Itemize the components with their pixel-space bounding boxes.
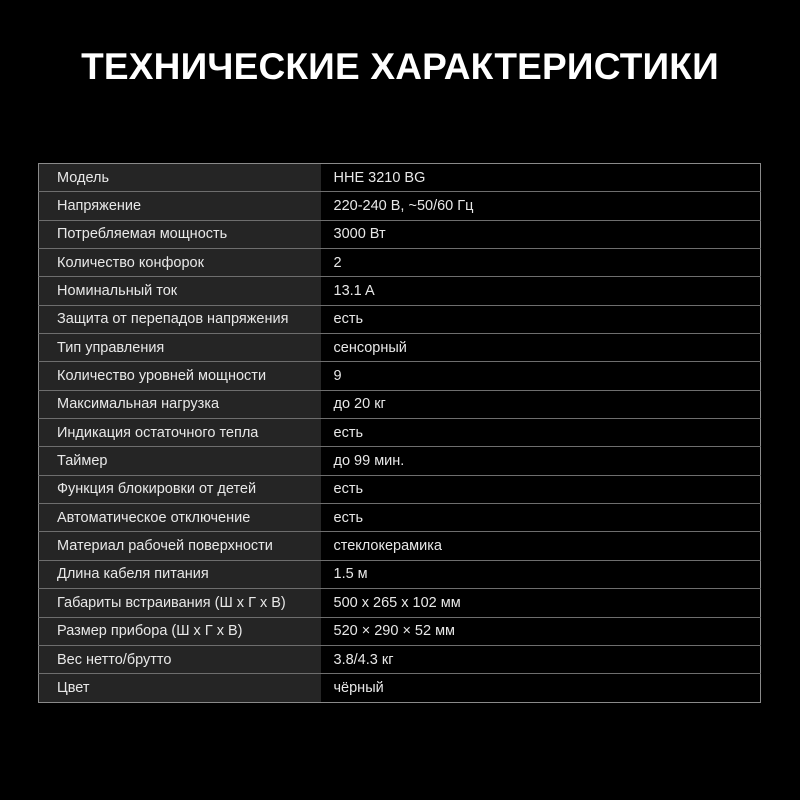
spec-value: 1.5 м [321, 560, 761, 588]
spec-value: 520 × 290 × 52 мм [321, 617, 761, 645]
spec-value: есть [321, 305, 761, 333]
spec-row [39, 645, 761, 673]
spec-value: 2 [321, 249, 761, 277]
spec-label: Автоматическое отключение [39, 504, 321, 532]
spec-value: стеклокерамика [321, 532, 761, 560]
spec-row [39, 334, 761, 362]
spec-label: Потребляемая мощность [39, 220, 321, 248]
spec-value: HHE 3210 BG [321, 164, 761, 192]
spec-value: есть [321, 475, 761, 503]
spec-value: 3000 Вт [321, 220, 761, 248]
spec-label: Материал рабочей поверхности [39, 532, 321, 560]
spec-label: Тип управления [39, 334, 321, 362]
spec-value: есть [321, 419, 761, 447]
spec-value: до 20 кг [321, 390, 761, 418]
spec-row [39, 560, 761, 588]
spec-value: 3.8/4.3 кг [321, 645, 761, 673]
spec-value: 13.1 A [321, 277, 761, 305]
spec-label: Вес нетто/брутто [39, 645, 321, 673]
spec-value: 220-240 В, ~50/60 Гц [321, 192, 761, 220]
spec-label: Максимальная нагрузка [39, 390, 321, 418]
spec-value: 500 х 265 х 102 мм [321, 589, 761, 617]
spec-row [39, 475, 761, 503]
spec-label: Номинальный ток [39, 277, 321, 305]
spec-label: Габариты встраивания (Ш х Г х В) [39, 589, 321, 617]
spec-value: 9 [321, 362, 761, 390]
spec-label: Цвет [39, 674, 321, 702]
spec-row [39, 419, 761, 447]
spec-label: Функция блокировки от детей [39, 475, 321, 503]
specifications-table [38, 163, 761, 703]
spec-row [39, 277, 761, 305]
spec-row [39, 220, 761, 248]
spec-row [39, 249, 761, 277]
spec-label: Напряжение [39, 192, 321, 220]
spec-row [39, 164, 761, 192]
spec-label: Таймер [39, 447, 321, 475]
spec-row [39, 192, 761, 220]
spec-value: чёрный [321, 674, 761, 702]
spec-row [39, 447, 761, 475]
spec-label: Защита от перепадов напряжения [39, 305, 321, 333]
page-title: ТЕХНИЧЕСКИЕ ХАРАКТЕРИСТИКИ [81, 46, 719, 87]
spec-row [39, 504, 761, 532]
spec-row [39, 674, 761, 702]
spec-row [39, 305, 761, 333]
spec-row [39, 617, 761, 645]
spec-value: до 99 мин. [321, 447, 761, 475]
spec-row [39, 390, 761, 418]
spec-label: Модель [39, 164, 321, 192]
spec-label: Индикация остаточного тепла [39, 419, 321, 447]
spec-row [39, 362, 761, 390]
spec-value: сенсорный [321, 334, 761, 362]
spec-label: Количество уровней мощности [39, 362, 321, 390]
spec-label: Длина кабеля питания [39, 560, 321, 588]
spec-label: Количество конфорок [39, 249, 321, 277]
specifications-table-body [39, 164, 761, 703]
spec-label: Размер прибора (Ш х Г х В) [39, 617, 321, 645]
spec-value: есть [321, 504, 761, 532]
spec-row [39, 532, 761, 560]
spec-row [39, 589, 761, 617]
